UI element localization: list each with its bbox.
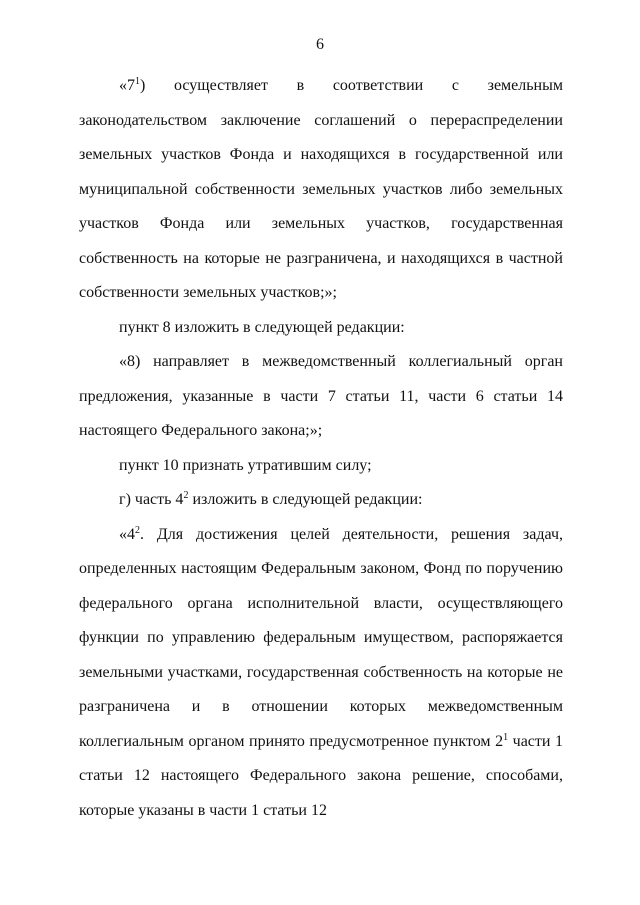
superscript: 2: [183, 490, 189, 501]
paragraph-part-4-2-intro: г) часть $4^2$ изложить в следующей редакции:: [119, 490, 423, 508]
paragraph-part-4-2: «$4^2$. Для достижения целей деятельности, решения задач, определенных настоящим Федеральным законом, Фонд по поручению федерального органа исполнительной власти, осуществляющего функции по управлению федеральным имуществом, распоряжается земельными участками, государственная собственность на которые не разграничена и в отношении которых межведомственным коллегиальным органом принято предусмотренное пунктом $2^1$ части 1 статьи 12 настоящего Федерального закона решение, способами, которые указаны в части 1 статьи 12: [79, 524, 563, 819]
superscript: 2: [135, 524, 140, 536]
superscript: 1: [135, 76, 140, 87]
paragraph-item-8: «8) направляет в межведомственный коллегиальный орган предложения, указанные в части 7 статьи 11, части 6 статьи 14 настоящего Федерального закона;»;: [79, 353, 563, 439]
paragraph-item-8-intro: пункт 8 изложить в следующей редакции:: [119, 318, 405, 336]
page-number: 6: [316, 36, 324, 53]
superscript: 1: [503, 731, 509, 743]
document-body: [79, 69, 563, 828]
paragraph-item-7-1: «$7^1$) осуществляет в соответствии с земельным законодательством заключение соглашений о перераспределении земельных участков Фонда и находящихся в государственной или муниципальной собственности земельных участков либо земельных участков Фонда или земельных участков, государственная собственность на которые не разграничена, и находящихся в частной собственности земельных участков;»;: [79, 76, 563, 301]
paragraph-item-10: пункт 10 признать утратившим силу;: [119, 456, 372, 474]
